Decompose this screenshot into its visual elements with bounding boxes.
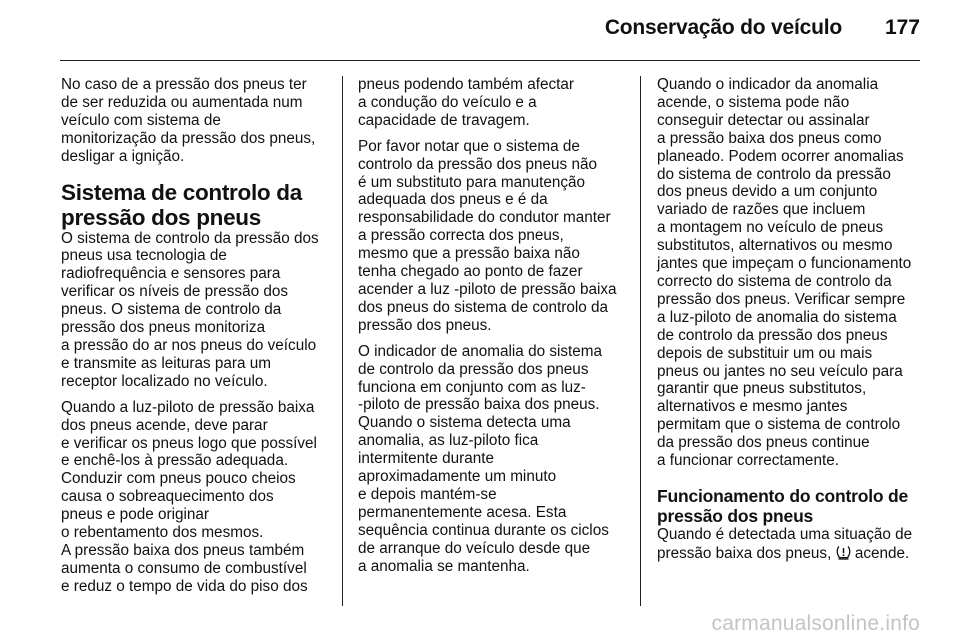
paragraph: Quando a luz-piloto de pressão baixa dos pneus acende, deve parar e verificar os pneus logo que possível e enchê-los à pressão adequada. Conduzir com pneus pouco cheios causa o sobreaquecimento dos pneus e pode originar o rebentamento dos mesmos.	[61, 398, 317, 542]
paragraph: Quando o indicador da anomalia acende, o sistema pode não conseguir detectar ou assinalar a pressão baixa dos pneus como planeado. Podem ocorrer anomalias do sistema de controlo da pressão dos pneus devido a um conjunto variado de razões que incluem a montagem no veículo de pneus substitutos, alternativos ou mesmo jantes que impeçam o funcionamento correcto do sistema de controlo da pressão dos pneus. Verificar sempre a luz-piloto de anomalia do sistema de controlo da pressão dos pneus depois de substituir um ou mais pneus ou jantes no seu veículo para garantir que pneus substitutos, alternativos e mesmo jantes permitam que o sistema de controlo da pressão dos pneus continue a funcionar correctamente.	[657, 76, 912, 470]
column-1	[61, 76, 329, 604]
paragraph: A pressão baixa dos pneus também aumenta o consumo de combustível e reduz o tempo de vida do piso dos	[61, 541, 308, 595]
paragraph-text: Quando é detectada uma situação de pressão baixa dos pneus,	[657, 525, 913, 562]
tire-pressure-warning-icon	[836, 544, 851, 560]
watermark: carmanualsonline.info	[711, 612, 920, 635]
subsection-title: Funcionamento do controlo de pressão dos pneus	[657, 485, 909, 526]
page-number: 177	[884, 16, 920, 39]
paragraph: No caso de a pressão dos pneus ter de ser reduzida ou aumentada num veículo com sistema de monitorização da pressão dos pneus, desligar a ignição.	[61, 76, 316, 165]
paragraph-text: acende.	[850, 544, 910, 562]
page-title: Conservação do veículo	[604, 16, 842, 39]
paragraph: Por favor notar que o sistema de controlo da pressão dos pneus não é um substituto para manutenção adequada dos pneus e é da responsabilidade do condutor manter a pressão correcta dos pneus, mesmo que a pressão baixa não tenha chegado ao ponto de fazer acender a luz -piloto de pressão baixa dos pneus do sistema de controlo da pressão dos pneus.	[358, 137, 617, 334]
page-header	[0, 0, 960, 62]
header-rule	[60, 60, 920, 61]
column-2	[358, 76, 628, 583]
paragraph-with-icon	[657, 526, 925, 563]
paragraph: pneus podendo também afectar a condução do veículo e a capacidade de travagem.	[358, 76, 575, 129]
column-3	[657, 76, 925, 571]
paragraph: O sistema de controlo da pressão dos pneus usa tecnologia de radiofrequência e sensores para verificar os níveis de pressão dos pneus. O sistema de controlo da pressão dos pneus monitoriza a pressão do ar nos pneus do veículo e transmite as leituras para um receptor localizado no veículo.	[61, 229, 319, 390]
section-title: Sistema de controlo da pressão dos pneus	[61, 179, 302, 230]
column-divider	[640, 76, 641, 606]
paragraph: O indicador de anomalia do sistema de controlo da pressão dos pneus funciona em conjunto com as luz- -piloto de pressão baixa dos pneus. Quando o sistema detecta uma anomalia, as luz-piloto fica intermitente durante aproximadamente um minuto e depois mantém-se permanentemente acesa. Esta sequência continua durante os ciclos de arranque do veículo desde que a anomalia se mantenha.	[358, 342, 609, 575]
column-divider	[342, 76, 343, 606]
